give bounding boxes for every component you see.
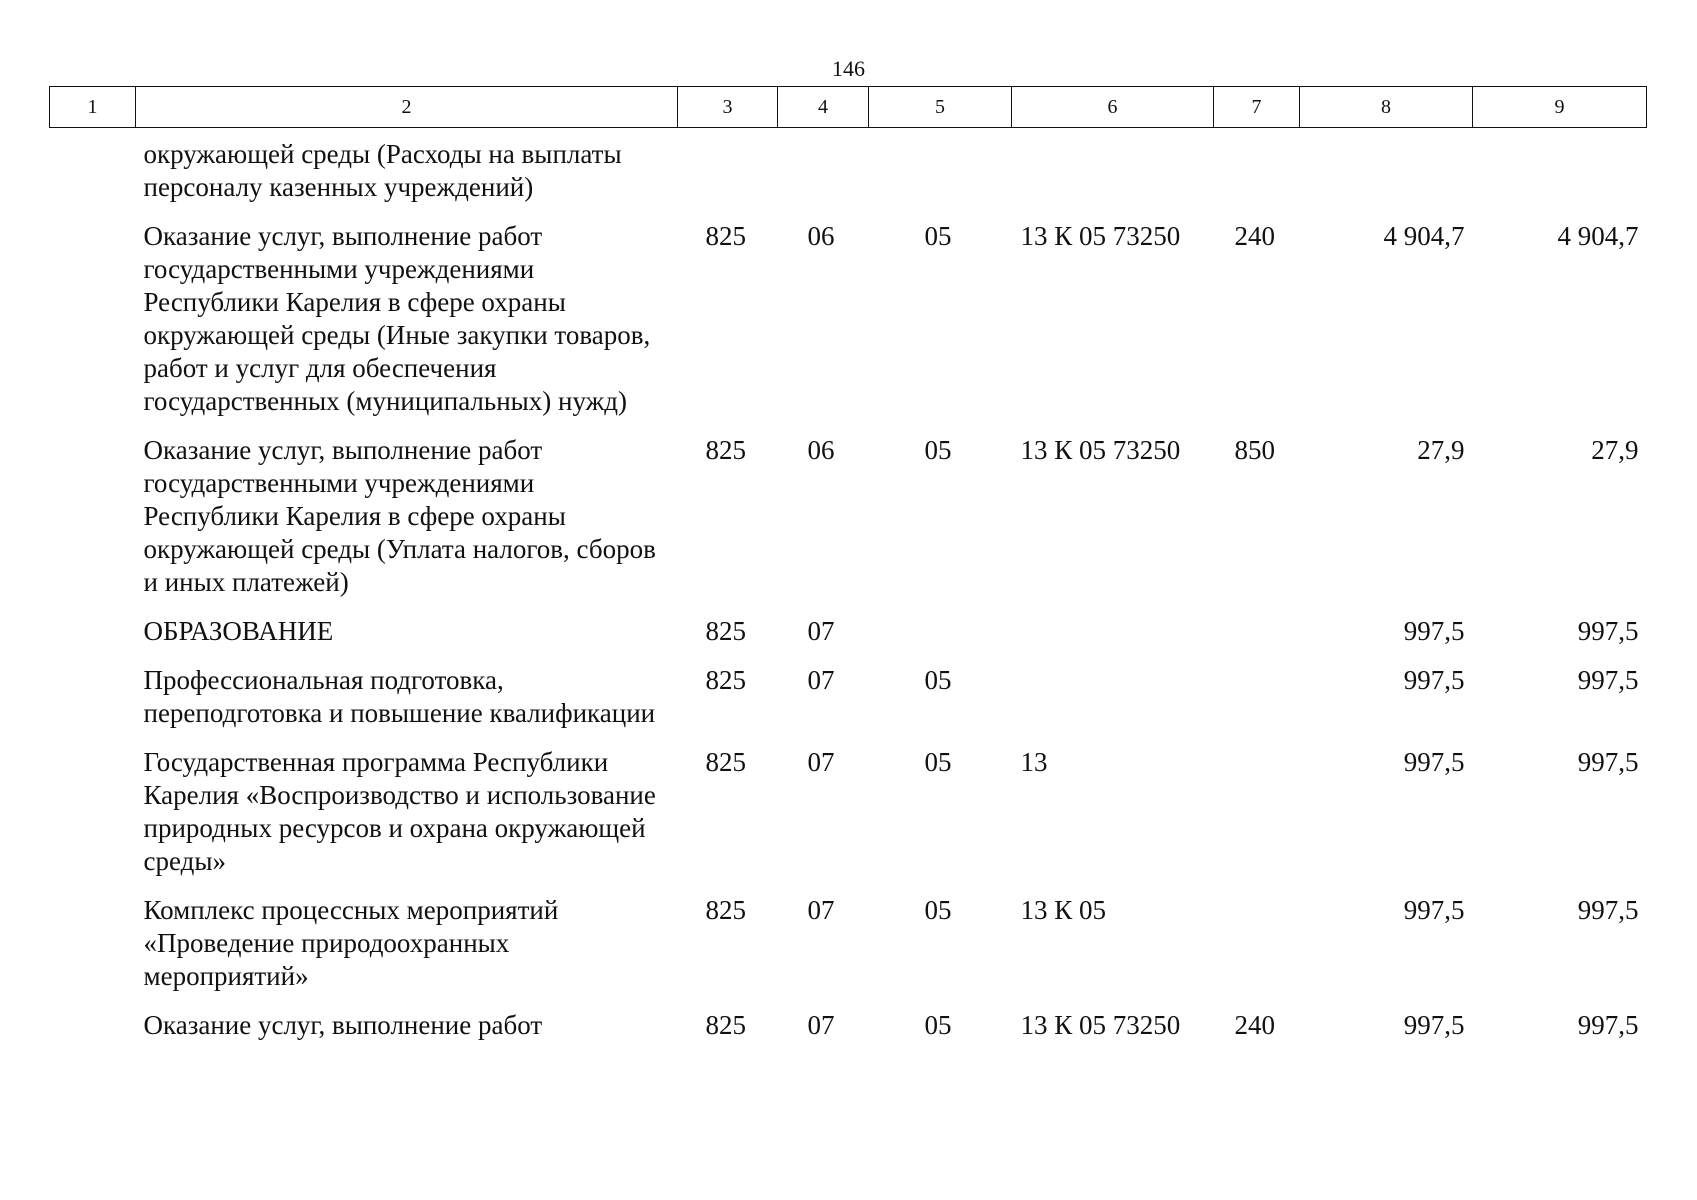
expense-name: окружающей среды (Расходы на выплаты персоналу казенных учреждений) — [143, 139, 622, 202]
ministry-code: 825 — [705, 435, 746, 465]
ministry-code: 825 — [705, 747, 746, 777]
section-code: 07 — [807, 665, 835, 695]
subsection-code: 05 — [924, 435, 952, 465]
expense-type — [1214, 746, 1300, 894]
expense-name: Профессиональная подготовка, переподготовка и повышение квалификации — [143, 665, 656, 728]
column-number-row — [50, 87, 1647, 128]
amount-year-2: 4 904,7 — [1557, 221, 1639, 251]
amount-year-2: 997,5 — [1577, 895, 1639, 925]
table-row — [50, 746, 1647, 894]
section-code: 07 — [807, 895, 835, 925]
table-row — [50, 128, 1647, 221]
column-number: 4 — [778, 87, 869, 128]
table-header — [50, 87, 1647, 128]
subsection-code: 05 — [924, 221, 952, 251]
table-row — [50, 615, 1647, 664]
target-article: 13 — [1020, 747, 1048, 777]
amount-year-1: 997,5 — [1403, 747, 1465, 777]
table-body — [50, 128, 1647, 1059]
ministry-code — [678, 128, 778, 221]
table-row — [50, 220, 1647, 434]
amount-year-2: 27,9 — [1591, 435, 1639, 465]
target-article — [1012, 664, 1214, 746]
column-number: 2 — [136, 87, 678, 128]
target-article: 13 К 05 73250 — [1020, 221, 1181, 251]
table-row — [50, 1009, 1647, 1058]
table-row — [50, 434, 1647, 615]
expense-type — [1214, 615, 1300, 664]
subsection-code: 05 — [924, 747, 952, 777]
target-article: 13 К 05 — [1020, 895, 1107, 925]
amount-year-1: 997,5 — [1403, 895, 1465, 925]
column-number: 6 — [1012, 87, 1214, 128]
target-article: 13 К 05 73250 — [1020, 1010, 1181, 1040]
ministry-code: 825 — [705, 1010, 746, 1040]
column-number: 9 — [1473, 87, 1647, 128]
ministry-code: 825 — [705, 221, 746, 251]
table-row — [50, 664, 1647, 746]
section-code: 06 — [807, 221, 835, 251]
amount-year-1: 997,5 — [1403, 616, 1465, 646]
target-article: 13 К 05 73250 — [1020, 435, 1181, 465]
subsection-code: 05 — [924, 895, 952, 925]
column-number: 8 — [1300, 87, 1473, 128]
expense-type: 850 — [1234, 435, 1275, 465]
amount-year-2: 997,5 — [1577, 616, 1639, 646]
column-number: 7 — [1214, 87, 1300, 128]
column-number: 5 — [869, 87, 1012, 128]
expense-name: Оказание услуг, выполнение работ — [143, 1010, 543, 1040]
column-number: 1 — [50, 87, 136, 128]
ministry-code: 825 — [705, 895, 746, 925]
amount-year-1: 997,5 — [1403, 665, 1465, 695]
expense-name: ОБРАЗОВАНИЕ — [143, 616, 334, 646]
expense-name: Оказание услуг, выполнение работ государственными учреждениями Республики Карелия в сфере охраны окружающей среды (Иные закупки товаров, работ и услуг для обеспечения государственных (муниципальных) нужд) — [143, 221, 651, 416]
amount-year-2: 997,5 — [1577, 665, 1639, 695]
expense-type — [1214, 664, 1300, 746]
expense-type — [1214, 894, 1300, 1009]
target-article — [1012, 615, 1214, 664]
amount-year-2: 997,5 — [1577, 1010, 1639, 1040]
expense-type: 240 — [1234, 221, 1275, 251]
section-code: 07 — [807, 747, 835, 777]
section-code: 07 — [807, 1010, 835, 1040]
table-row — [50, 894, 1647, 1009]
section-code: 06 — [807, 435, 835, 465]
ministry-code: 825 — [705, 616, 746, 646]
target-article — [1012, 128, 1214, 221]
budget-table — [49, 86, 1647, 1058]
amount-year-2 — [1473, 128, 1647, 221]
subsection-code — [869, 615, 1012, 664]
amount-year-2: 997,5 — [1577, 747, 1639, 777]
expense-name: Государственная программа Республики Карелия «Воспроизводство и использование природных ресурсов и охрана окружающей среды» — [143, 747, 656, 876]
subsection-code: 05 — [924, 665, 952, 695]
expense-name: Оказание услуг, выполнение работ государственными учреждениями Республики Карелия в сфере охраны окружающей среды (Уплата налогов, сборов и иных платежей) — [143, 435, 656, 597]
column-number: 3 — [678, 87, 778, 128]
amount-year-1 — [1300, 128, 1473, 221]
amount-year-1: 997,5 — [1403, 1010, 1465, 1040]
ministry-code: 825 — [705, 665, 746, 695]
amount-year-1: 4 904,7 — [1383, 221, 1465, 251]
amount-year-1: 27,9 — [1417, 435, 1465, 465]
section-code — [778, 128, 869, 221]
section-code: 07 — [807, 616, 835, 646]
expense-type — [1214, 128, 1300, 221]
expense-type: 240 — [1234, 1010, 1275, 1040]
expense-name: Комплекс процессных мероприятий «Проведение природоохранных мероприятий» — [143, 895, 559, 991]
subsection-code — [869, 128, 1012, 221]
page-number: 146 — [832, 56, 865, 81]
subsection-code: 05 — [924, 1010, 952, 1040]
